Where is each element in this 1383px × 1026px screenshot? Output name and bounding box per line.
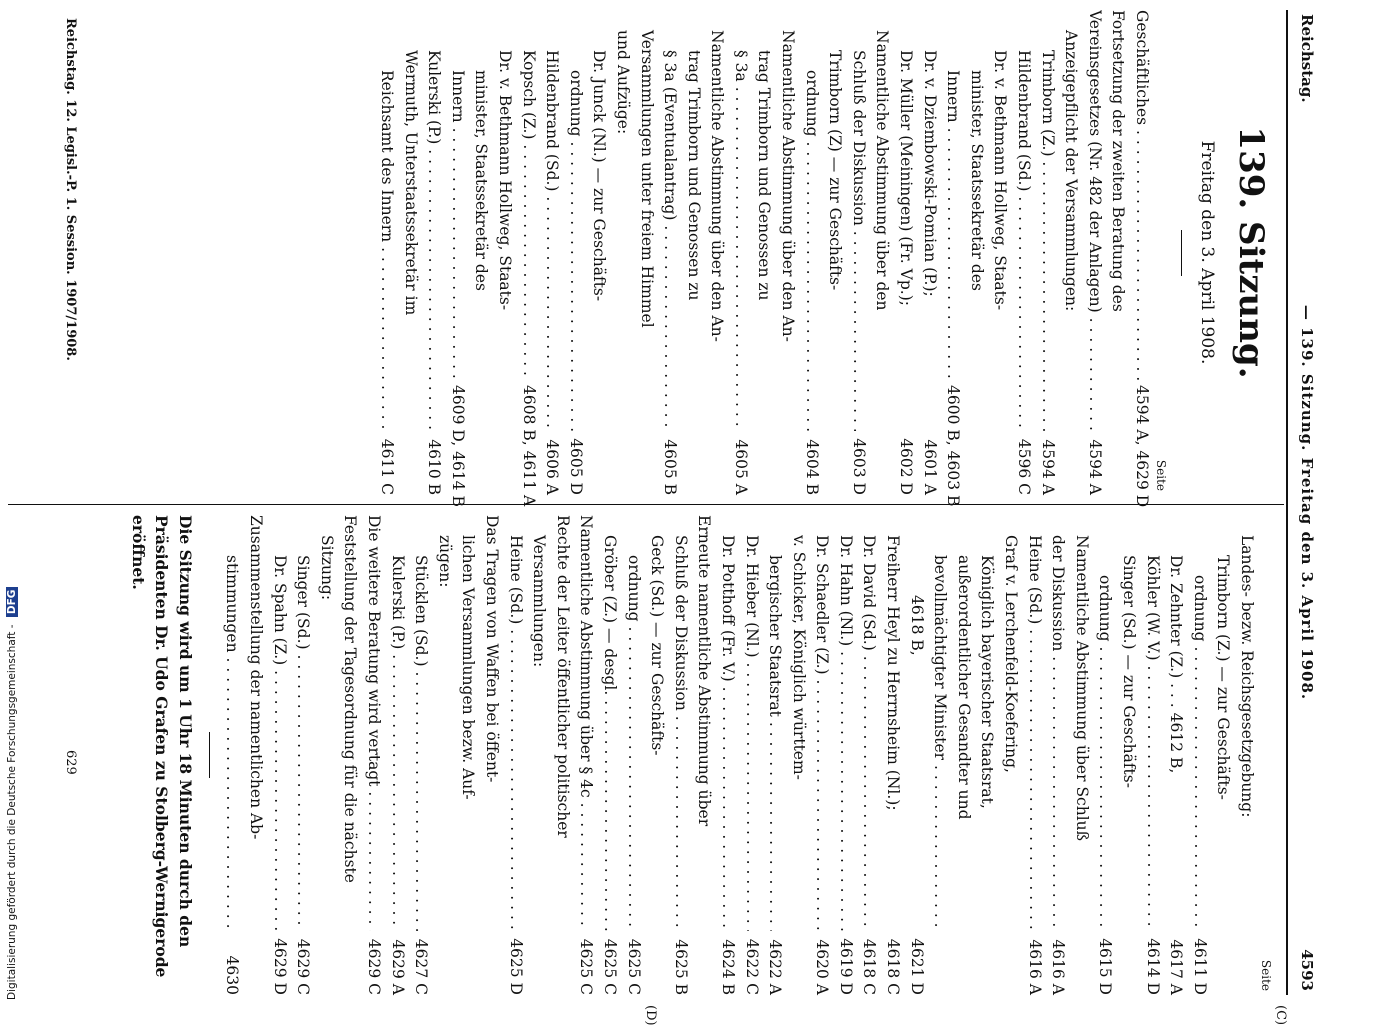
toc-entry <box>917 10 941 495</box>
toc-entry-page <box>823 431 847 495</box>
toc-entry <box>998 515 1022 995</box>
toc-entry <box>857 515 881 995</box>
toc-entry-page: 4619 D <box>836 938 855 995</box>
toc-entry-page <box>634 431 658 495</box>
toc-entry-text: Schluß der Diskussion . . . <box>668 515 692 931</box>
toc-entry <box>776 10 800 495</box>
toc-entry-text: Namentliche Abstimmung über den An- <box>708 30 727 342</box>
toc-entry-text: Heine (Sd.) . . . <box>503 515 527 931</box>
toc-entry-page: 4596 C <box>1015 438 1034 495</box>
toc-entry-text: lichen Versammlungen bezw. Auf- <box>459 535 478 800</box>
toc-entry-text: Das Tragen von Waffen bei öffent- <box>483 515 501 783</box>
toc-entry <box>881 515 905 995</box>
toc-entry <box>338 515 362 995</box>
toc-entry-text: Dr. Hahn (Nl.) . . . <box>833 515 857 931</box>
toc-entry-text: Rechte der Leiter öffentlicher politischer <box>553 515 572 838</box>
left-column <box>374 10 1274 508</box>
toc-entry-page: 4618 C <box>860 938 879 995</box>
toc-entry-page <box>928 931 952 995</box>
toc-entry-page: 4600 B, 4603 B <box>944 385 963 507</box>
toc-entry-text: trag Trimborn und Genossen zu <box>684 50 703 301</box>
toc-entry <box>550 515 574 995</box>
toc-entry-page <box>1106 431 1130 495</box>
toc-entry-page: 4629 C <box>294 938 313 995</box>
toc-entry-text: der Diskussion . . . <box>1046 515 1070 931</box>
toc-entry <box>904 515 928 995</box>
toc-entry-text: Vereinsgesetzes (Nr. 482 der Anlagen) . . . <box>1082 10 1106 431</box>
toc-entry-text: Kopsch (Z.) . . . <box>516 10 540 381</box>
toc-entry-text: Dr. Junck (Nl.) — zur Geschäfts- <box>590 50 609 302</box>
toc-entry-page <box>338 931 362 995</box>
toc-entry-text: Versammlungen: <box>530 535 549 668</box>
toc-entry-page: 4601 A <box>920 439 939 495</box>
toc-entry-page <box>964 431 988 495</box>
toc-entry-page: 4616 A <box>1049 939 1068 995</box>
toc-entry <box>540 10 564 495</box>
toc-entry <box>681 10 705 495</box>
toc-entry-text: v. Schicker, Königlich württem- <box>789 535 808 780</box>
toc-entry-page <box>492 431 516 495</box>
toc-entry <box>1035 10 1059 495</box>
toc-entry-page <box>705 431 729 495</box>
toc-entry-page <box>314 931 338 995</box>
toc-entry <box>409 515 433 995</box>
toc-entry-text: Namentliche Abstimmung über Schluß <box>1072 535 1091 842</box>
toc-entry-text: ordnung . . . <box>621 515 645 931</box>
toc-entry-text: Reichsamt des Innern . . . <box>374 10 398 431</box>
toc-entry-page <box>1059 431 1083 495</box>
toc-entry-text: Gröber (Z.) — desgl. . . . <box>597 515 621 931</box>
toc-entry-text: Dr. Potthoff (Fr. V.) . . . <box>715 515 739 931</box>
toc-entry <box>385 515 409 995</box>
toc-entry-text: Sitzung: <box>317 535 336 601</box>
toc-entry <box>220 515 244 995</box>
toc-entry-page: 4629 D <box>270 938 289 995</box>
toc-entry <box>503 515 527 995</box>
toc-entry <box>469 10 493 495</box>
digitization-note <box>6 587 18 1000</box>
toc-entry-text: Dr. David (Sd.) . . . <box>857 515 881 931</box>
toc-entry-page: 4630 <box>223 955 242 995</box>
toc-entry-page: 4618 C <box>884 938 903 995</box>
toc-entry-page: 4594 A <box>1038 439 1057 495</box>
toc-entry-page: 4610 B <box>425 439 444 495</box>
toc-entry-text: minister, Staatssekretär des <box>472 70 491 291</box>
toc-entry-page: 4605 B <box>661 439 680 495</box>
toc-entry <box>621 515 645 995</box>
toc-entry-text: außerordentlicher Gesandter und <box>954 555 973 820</box>
toc-entry-page: 4608 B, 4611 A <box>519 385 538 507</box>
toc-entry-text: Trimborn (Z.) — zur Geschäfts- <box>1214 555 1233 800</box>
toc-entry-page <box>243 931 267 995</box>
toc-entry-text: Namentliche Abstimmung über den An- <box>779 30 798 342</box>
toc-entry <box>823 10 847 495</box>
toc-entry <box>928 515 952 995</box>
toc-entry-text: Schluß der Diskussion . . . <box>846 10 870 431</box>
title-divider <box>1181 230 1182 276</box>
toc-entry-text: Versammlungen unter freiem Himmel <box>637 30 656 328</box>
toc-entry-text: Kulerski (P.) . . . <box>385 515 409 931</box>
toc-entry-page <box>1069 931 1093 995</box>
toc-entry <box>291 515 315 995</box>
toc-entry-text: minister, Staatssekretär des <box>967 70 986 291</box>
toc-entry-page: 4629 C <box>365 938 384 995</box>
toc-entry <box>941 10 965 507</box>
toc-entry <box>705 10 729 495</box>
toc-entry-text: Singer (Sd.) . . . <box>291 515 315 931</box>
session-date: Freitag den 3. April 1908. <box>1197 140 1217 365</box>
toc-entry-page <box>645 931 669 995</box>
toc-entry-page <box>786 931 810 995</box>
toc-entry-page <box>610 431 634 495</box>
seite-label: Seite <box>1154 459 1168 491</box>
toc-entry-text: Dr. v. Dziembowski-Pomian (P.); <box>920 50 939 297</box>
toc-entry <box>422 10 446 495</box>
toc-entry-page <box>550 931 574 995</box>
toc-entry <box>810 515 834 995</box>
toc-entry <box>786 515 810 995</box>
toc-entry-page: 4622 A <box>766 939 785 995</box>
toc-entry-text: Namentliche Abstimmung über § 4c . . . <box>574 515 598 931</box>
toc-entry <box>634 10 658 495</box>
margin-marker-c: (C) <box>1273 1005 1288 1026</box>
toc-entry <box>1059 10 1083 495</box>
session-title: 139. Sitzung. <box>1231 126 1271 379</box>
toc-entry-page <box>1234 931 1258 995</box>
toc-entry <box>597 515 621 995</box>
toc-entry <box>1140 515 1164 995</box>
toc-entry-text: § 3a (Eventualantrag) . . . <box>658 10 682 431</box>
toc-entry-page: 4627 C <box>412 938 431 995</box>
toc-entry <box>658 10 682 495</box>
toc-entry-text: 4618 B, <box>907 595 926 656</box>
toc-entry-text: ordnung . . . <box>799 10 823 431</box>
toc-entry <box>752 10 776 495</box>
running-header <box>1294 10 1318 995</box>
toc-entry <box>799 10 823 495</box>
toc-entry <box>739 515 763 995</box>
margin-marker-d: (D) <box>643 1005 658 1026</box>
toc-entry <box>668 515 692 995</box>
toc-entry-page: 4605 D <box>566 438 585 495</box>
toc-entry-page <box>456 931 480 995</box>
toc-entry-text: und Aufzüge: <box>613 30 632 135</box>
left-entries <box>374 10 1153 508</box>
toc-entry-text: ordnung . . . <box>563 10 587 431</box>
toc-entry <box>267 515 291 995</box>
toc-entry-page <box>1116 931 1140 995</box>
toc-entry-text: Hildenbrand (Sd.) . . . <box>1011 10 1035 431</box>
toc-entry <box>398 10 422 495</box>
toc-entry-page <box>527 931 551 995</box>
header-left: Reichstag. <box>1298 14 1316 103</box>
header-rule <box>1286 10 1288 995</box>
toc-entry-text: zügen: <box>435 535 454 588</box>
toc-entry <box>1116 515 1140 995</box>
toc-entry-page: 4606 A <box>543 439 562 495</box>
toc-entry-text: Dr. v. Bethmann Hollweg, Staats- <box>495 50 514 311</box>
toc-entry-text: Graf v. Lerchenfeld-Koefering, <box>1002 535 1021 773</box>
toc-entry-text: ordnung . . . <box>1093 515 1117 931</box>
seite-label-right: Seite <box>1259 959 1273 991</box>
toc-entry-page <box>752 431 776 495</box>
toc-entry-text: § 3a . . . <box>728 10 752 431</box>
toc-entry <box>610 10 634 495</box>
toc-entry <box>527 515 551 995</box>
toc-entry <box>833 515 857 995</box>
toc-entry-text: Zusammenstellung der namentlichen Ab- <box>247 515 266 840</box>
closing-divider <box>209 732 210 778</box>
toc-entry <box>516 10 540 507</box>
toc-entry <box>1129 10 1153 508</box>
toc-entry <box>763 515 787 995</box>
toc-entry-page: 4625 C <box>600 938 619 995</box>
toc-entry-text: Kulerski (P.) . . . <box>422 10 446 431</box>
toc-entry-page: 4594 A, 4629 D <box>1133 385 1151 508</box>
toc-entry-page: 4621 D <box>907 938 926 995</box>
toc-entry <box>728 10 752 495</box>
footer-note: Reichstag. 12. Legisl.-P. 1. Session. 1907/1908. <box>63 18 78 361</box>
toc-entry <box>374 10 398 495</box>
toc-entry-page: 4624 B <box>718 939 737 995</box>
toc-entry-page: 4616 A <box>1025 939 1044 995</box>
toc-entry <box>692 515 716 995</box>
toc-entry-page: 4611 D <box>1190 938 1209 995</box>
toc-entry <box>1211 515 1235 995</box>
toc-entry-page: 4602 D <box>897 438 916 495</box>
toc-entry-page <box>587 431 611 495</box>
toc-entry <box>432 515 456 995</box>
toc-entry-page: 4622 C <box>742 938 761 995</box>
toc-entry-page: 4625 B <box>671 939 690 995</box>
toc-entry-page <box>776 431 800 495</box>
toc-entry-page <box>998 931 1022 995</box>
toc-entry-page: 4611 C <box>378 438 396 495</box>
toc-entry-text: Freiherr Heyl zu Herrnsheim (Nl.); <box>884 535 903 811</box>
toc-entry <box>975 515 999 995</box>
toc-entry-text: Heine (Sd.) . . . <box>1022 515 1046 931</box>
toc-entry-page <box>681 431 705 495</box>
toc-entry-text: bevollmächtigter Minister . . . <box>928 515 952 931</box>
footer-page-number: 629 <box>63 750 78 775</box>
toc-entry <box>1022 515 1046 995</box>
digitization-text: Digitalisierung gefördert durch die Deutsche Forschungsgemeinschaft - <box>6 624 18 1000</box>
toc-entry <box>492 10 516 495</box>
toc-entry-page <box>479 931 503 995</box>
toc-entry <box>563 10 587 495</box>
toc-entry-text: stimmungen . . . <box>220 515 244 931</box>
toc-entry-text: Köhler (W. V.) . . . <box>1140 515 1164 931</box>
toc-entry <box>645 515 669 995</box>
toc-entry-text: Innern . . . <box>941 10 965 381</box>
toc-entry <box>846 10 870 495</box>
toc-entry <box>479 515 503 995</box>
toc-entry-text: Feststellung der Tagesordnung für die nächste <box>341 515 360 883</box>
column-divider <box>8 504 1284 505</box>
toc-entry-page: 4609 D, 4614 B <box>448 385 467 507</box>
toc-entry <box>870 10 894 495</box>
toc-entry <box>988 10 1012 495</box>
toc-entry <box>361 515 385 995</box>
toc-entry <box>964 10 988 495</box>
toc-entry-page <box>988 431 1012 495</box>
toc-entry <box>1082 10 1106 495</box>
toc-entry-text: Königlich bayerischer Staatsrat, <box>978 555 997 809</box>
dfg-logo: DFG <box>6 587 18 618</box>
toc-entry-text: Dr. Hieber (Nl.) . . . <box>739 515 763 931</box>
toc-entry-page: 4629 A <box>388 939 407 995</box>
toc-entry-text: Dr. Müller (Meiningen) (Fr. Vp.); <box>897 50 916 306</box>
right-entries <box>220 515 1258 995</box>
toc-entry-text: Trimborn (Z) — zur Geschäfts- <box>826 50 845 291</box>
toc-entry <box>1046 515 1070 995</box>
toc-entry-text: Dr. v. Bethmann Hollweg, Staats- <box>991 50 1010 311</box>
toc-entry-text: Stücklen (Sd.) . . . <box>409 515 433 931</box>
toc-entry-page <box>469 431 493 495</box>
toc-entry-text: Geck (Sd.) — zur Geschäfts- <box>648 535 667 756</box>
toc-entry-page <box>975 931 999 995</box>
toc-entry <box>314 515 338 995</box>
toc-entry-page <box>432 931 456 995</box>
rotated-page <box>8 10 1318 1026</box>
toc-entry-text: Dr. Zehnter (Z.) . . . 4612 B, <box>1167 555 1186 774</box>
toc-entry-text: Dr. Spahn (Z.) . . . <box>267 515 291 931</box>
toc-entry-text: Wermuth, Unterstaatssekretär im <box>401 50 420 316</box>
toc-entry-text: Die weitere Beratung wird vertagt . . . <box>361 515 385 931</box>
toc-entry-text: Singer (Sd.) — zur Geschäfts- <box>1120 555 1139 788</box>
toc-entry-text: Namentliche Abstimmung über den <box>873 30 892 311</box>
toc-entry-page: 4625 C <box>624 938 643 995</box>
toc-entry-text: Anzeigepflicht der Versammlungen: <box>1062 30 1081 312</box>
toc-entry-page <box>951 931 975 995</box>
toc-entry <box>1011 10 1035 495</box>
toc-entry <box>456 515 480 995</box>
right-column <box>126 515 1274 995</box>
toc-entry-page: 4625 C <box>577 938 596 995</box>
toc-entry <box>893 10 917 495</box>
toc-entry <box>1234 515 1258 995</box>
toc-entry-page: 4617 A <box>1167 939 1186 995</box>
toc-entry-page: 4615 D <box>1096 938 1115 995</box>
toc-entry-page: 4625 D <box>506 938 525 995</box>
toc-entry <box>243 515 267 995</box>
toc-entry-page: 4604 B <box>802 439 821 495</box>
toc-entry-text: Erneute namentliche Abstimmung über <box>695 515 714 827</box>
toc-entry-text: Trimborn (Z.) . . . <box>1035 10 1059 431</box>
toc-entry <box>951 515 975 995</box>
toc-entry <box>1106 10 1130 495</box>
toc-entry-page <box>692 931 716 995</box>
toc-entry <box>1187 515 1211 995</box>
toc-entry <box>1164 515 1188 995</box>
toc-entry <box>587 10 611 495</box>
toc-entry-text: Innern . . . <box>445 10 469 381</box>
toc-entry-page: 4614 D <box>1143 938 1162 995</box>
toc-entry-page: 4620 A <box>813 939 832 995</box>
toc-entry-text: ordnung . . . <box>1187 515 1211 931</box>
toc-entry <box>574 515 598 995</box>
toc-entry-page <box>1211 931 1235 995</box>
toc-entry-text: Dr. Schaedler (Z.) . . . <box>810 515 834 931</box>
toc-entry-text: Landes- bezw. Reichsgesetzgebung: <box>1238 535 1256 818</box>
toc-entry-text: bergischer Staatsrat . . . <box>763 515 787 931</box>
toc-entry-text: Geschäftliches . . . <box>1129 10 1153 381</box>
toc-entry-page <box>398 431 422 495</box>
toc-entry <box>1093 515 1117 995</box>
toc-entry-text: trag Trimborn und Genossen zu <box>755 50 774 301</box>
toc-entry-text: Hildenbrand (Sd.) . . . <box>540 10 564 431</box>
toc-entry <box>1069 515 1093 995</box>
toc-entry <box>715 515 739 995</box>
toc-entry-text: Fortsetzung der zweiten Beratung des <box>1109 10 1128 312</box>
toc-entry-page: 4603 D <box>849 438 868 495</box>
header-page-number: 4593 <box>1298 949 1316 991</box>
closing-note: Die Sitzung wird um 1 Uhr 18 Minuten durch den Präsidenten Dr. Udo Grafen zu Stolberg-Wernigerode eröffnet. <box>128 515 195 978</box>
toc-entry <box>445 10 469 507</box>
toc-entry-page <box>870 431 894 495</box>
toc-entry-page: 4594 A <box>1085 439 1104 495</box>
toc-entry-page: 4605 A <box>731 439 750 495</box>
header-center: — 139. Sitzung. Freitag den 3. April 1908. <box>1298 304 1316 701</box>
